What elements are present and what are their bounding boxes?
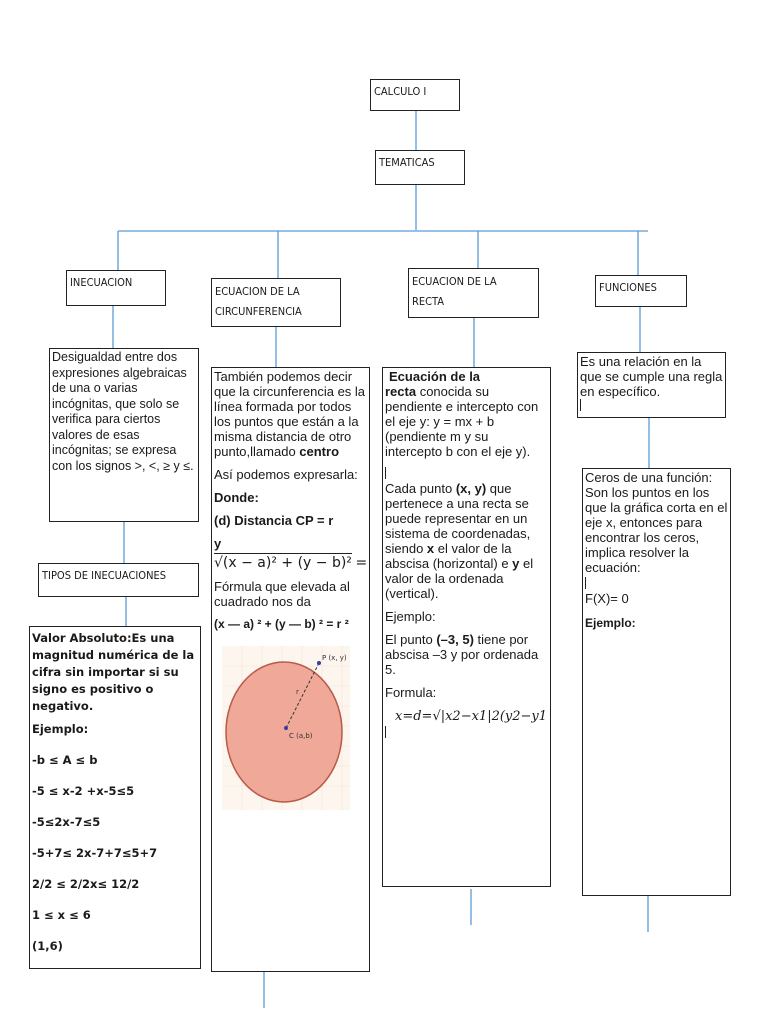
circ-formula-sqrt: √(x − a)² + (y − b)² — [214, 555, 352, 571]
point-p — [317, 661, 321, 665]
funciones-definition: Es una relación en la que se cumple una regla en específico. — [580, 354, 723, 399]
step-4: -5+7≤ 2x-7+7≤5+7 — [32, 846, 158, 860]
recta-title-b: recta — [385, 384, 417, 399]
node-tematicas — [375, 150, 465, 185]
circle-shape — [226, 662, 342, 802]
recta-p2-y: y — [512, 556, 520, 571]
circ-p1-bold: centro — [299, 444, 340, 459]
recta-p1-text: conocida su pendiente e intercepto con el eje y: y = mx + b (pendiente m y su intercepto b con el eje y). — [385, 384, 539, 459]
funciones-definition-box — [577, 352, 726, 418]
circ-formula-2: (x — a) ² + (y — b) ² = r ² — [214, 617, 349, 631]
inecuacion-definition-box — [49, 348, 199, 522]
node-recta — [408, 268, 539, 318]
circ-formula-eq: = — [355, 555, 368, 571]
recta-ejemplo: Ejemplo: — [385, 609, 436, 624]
step-5: 2/2 ≤ 2/2x≤ 12/2 — [32, 877, 140, 891]
funciones-ejemplo: Ejemplo: — [585, 616, 636, 630]
recta-content-box — [382, 367, 551, 887]
text-cursor-2 — [385, 726, 386, 738]
text-cursor — [385, 467, 386, 479]
inecuacion-definition: Desigualdad entre dos expresiones algebraicas de una o varias incógnitas, que solo se verifica para ciertos valores de esas incógnitas; se expresa con los signos >, <, ≥ y ≤. — [52, 350, 194, 473]
circ-donde: Donde: — [214, 490, 259, 505]
recta-paragraph-1 — [385, 369, 548, 459]
circ-formula-row — [214, 555, 367, 571]
text-cursor-4 — [585, 577, 586, 589]
step-2: -5 ≤ x-2 +x-5≤5 — [32, 784, 135, 798]
circunferencia-content-box — [211, 367, 370, 972]
step-3: -5≤2x-7≤5 — [32, 815, 101, 829]
node-circunferencia-label-2: CIRCUNFERENCIA — [215, 305, 302, 318]
label-c: C (a,b) — [289, 732, 313, 740]
node-tipos-inecuaciones — [38, 563, 199, 597]
label-p: P (x, y) — [322, 654, 347, 662]
recta-formula-label: Formula: — [385, 685, 437, 700]
circle-figure — [222, 646, 350, 810]
recta-p2-b: (x, y) — [455, 481, 487, 496]
recta-formula: x=d=√|x2−x1|2(y2−y1 — [395, 709, 548, 724]
funciones-fx: F(X)= 0 — [585, 591, 629, 606]
step-1: -b ≤ A ≤ b — [32, 753, 98, 767]
recta-p3-a: El punto — [385, 632, 437, 647]
recta-p2-x: x — [426, 541, 435, 556]
node-inecuacion-label: INECUACION — [70, 276, 133, 289]
valor-absoluto-ejemplo: Ejemplo: — [32, 722, 89, 736]
circ-paragraph-3: Fórmula que elevada al cuadrado nos da — [214, 579, 350, 609]
circ-paragraph-1 — [214, 369, 367, 459]
node-tipos-label: TIPOS DE INECUACIONES — [42, 569, 167, 582]
center-point — [284, 726, 288, 730]
circ-p1-text: También podemos decir que la circunferencia es la línea formada por todos los puntos que están a la misma distancia de otro punto,llamado — [214, 369, 366, 459]
recta-p2-e: el valor de la ordenada (vertical). — [385, 556, 534, 601]
recta-title-a: Ecuación de la — [389, 369, 481, 384]
recta-paragraph-3 — [385, 632, 548, 677]
circ-y: y — [214, 536, 222, 551]
recta-p3-c: tiene por abscisa –3 y por ordenada 5. — [385, 632, 539, 677]
node-funciones-label: FUNCIONES — [599, 281, 657, 294]
recta-p2-d: el valor de la abscisa (horizontal) e — [385, 541, 513, 571]
funciones-ceros-box — [582, 468, 731, 896]
node-funciones — [595, 275, 687, 307]
node-recta-label-1: ECUACION DE LA — [412, 275, 497, 288]
step-7: (1,6) — [32, 939, 63, 953]
recta-paragraph-2 — [385, 481, 548, 601]
recta-p3-b: (–3, 5) — [436, 632, 474, 647]
valor-absoluto-box — [29, 626, 201, 969]
node-recta-label-2: RECTA — [412, 295, 444, 308]
valor-absoluto-heading: Valor Absoluto:Es una magnitud numérica de la cifra sin importar si su signo es positivo o negativo. — [32, 631, 195, 713]
node-calculo — [370, 79, 460, 111]
recta-formula-row — [385, 708, 548, 724]
node-calculo-label: CALCULO I — [374, 85, 427, 98]
circ-distancia: (d) Distancia CP = r — [214, 513, 334, 528]
node-inecuacion — [66, 270, 166, 306]
text-cursor-3 — [580, 399, 581, 411]
recta-p2-a: Cada punto — [385, 481, 456, 496]
circ-paragraph-2: Así podemos expresarla: — [214, 467, 358, 482]
node-tematicas-label: TEMATICAS — [379, 156, 435, 169]
step-6: 1 ≤ x ≤ 6 — [32, 908, 91, 922]
funciones-ceros: Ceros de una función: Son los puntos en los que la gráfica corta en el eje x, entonces para encontrar los ceros, implica resolver la ecuación: — [585, 470, 728, 575]
recta-p2-c: que pertenece a una recta se puede representar en un sistema de coordenadas, siendo — [385, 481, 531, 556]
label-r: r — [296, 688, 299, 696]
node-circunferencia — [211, 278, 341, 327]
node-circunferencia-label-1: ECUACION DE LA — [215, 285, 300, 298]
